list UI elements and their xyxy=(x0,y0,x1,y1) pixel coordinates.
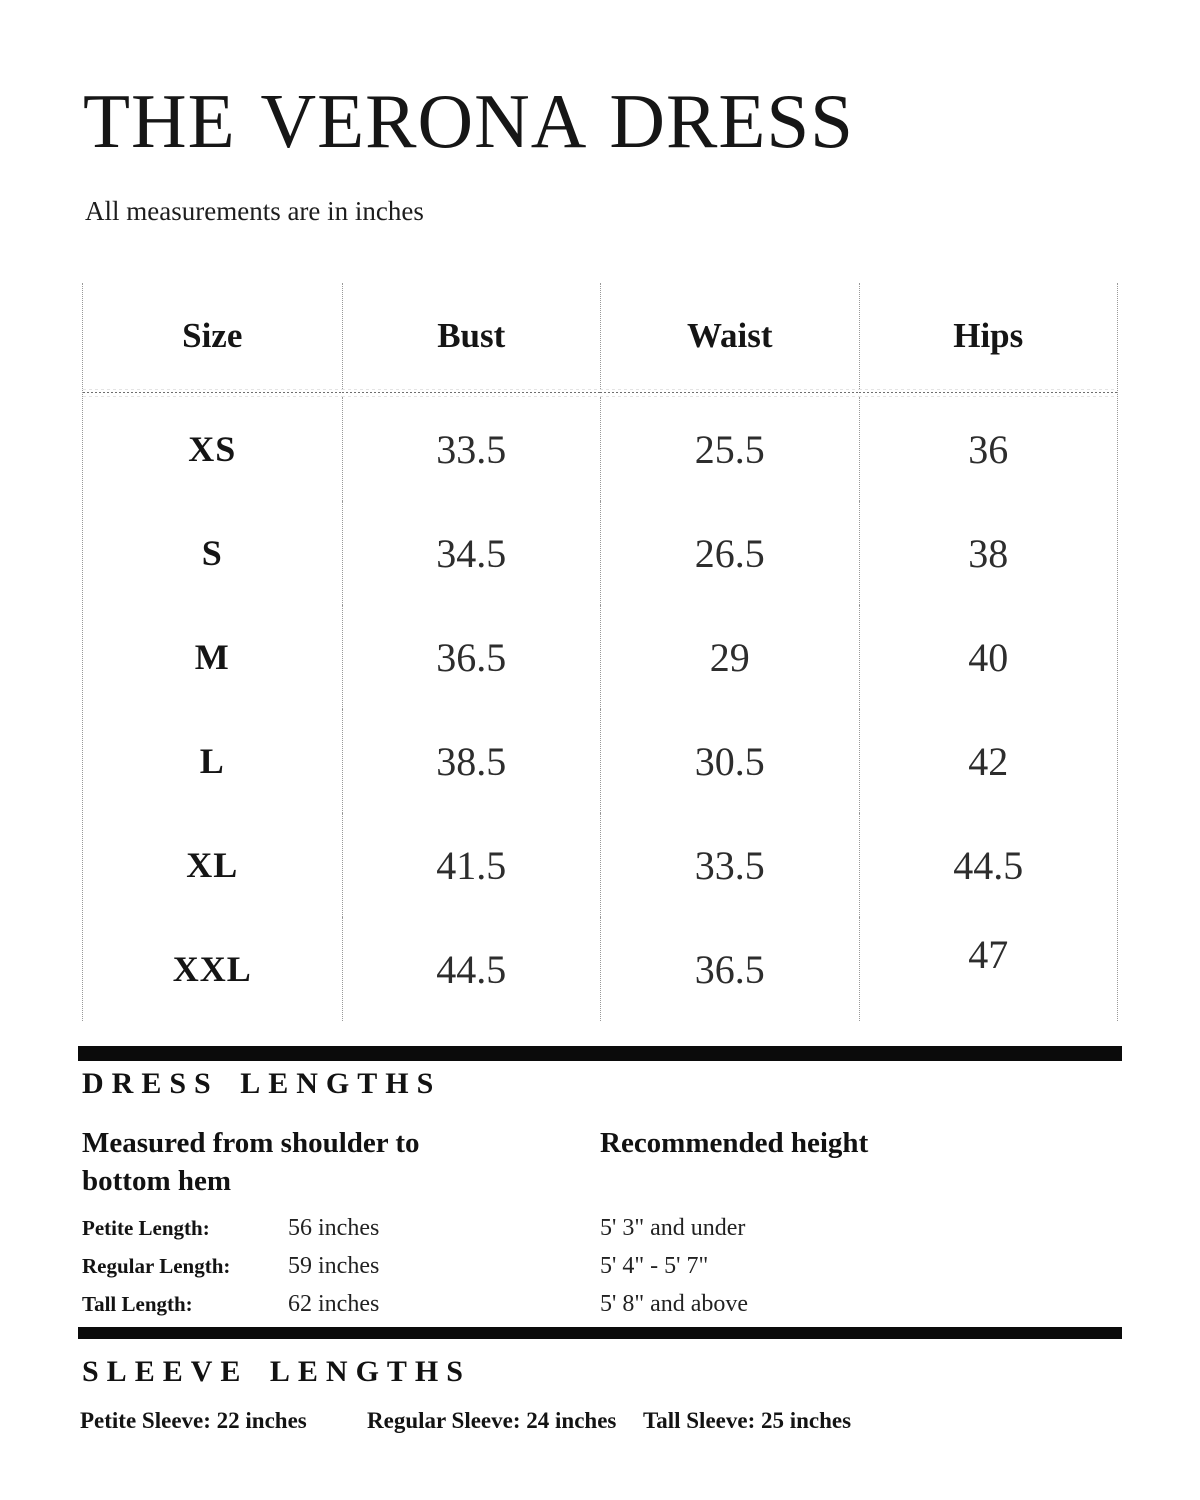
size-table-value-cell xyxy=(600,605,859,709)
size-table-value-cell xyxy=(859,501,1118,605)
size-table-value-cell xyxy=(600,501,859,605)
size-table-cell-text: XS xyxy=(188,429,237,469)
size-table-value-cell xyxy=(859,813,1118,917)
dress-length-height: 5' 4" - 5' 7" xyxy=(600,1252,709,1279)
dress-lengths-heading: DRESS LENGTHS xyxy=(82,1067,442,1100)
size-table-header-cell: Waist xyxy=(600,283,859,389)
size-table-value-cell xyxy=(600,397,859,501)
size-table-cell-text: 38.5 xyxy=(436,738,507,784)
size-table-cell-text: 41.5 xyxy=(436,842,507,888)
size-table-size-cell xyxy=(83,917,342,1021)
size-table-value-cell xyxy=(342,917,601,1021)
sleeve-length-item: Petite Sleeve: 22 inches xyxy=(80,1408,307,1433)
dress-length-label: Regular Length: xyxy=(82,1253,231,1278)
size-table-size-cell xyxy=(83,501,342,605)
size-table-cell-text: XXL xyxy=(172,949,252,989)
size-table-value-cell xyxy=(342,501,601,605)
dress-lengths-right-subheading: Recommended height xyxy=(600,1127,869,1159)
size-table-cell-text: 36.5 xyxy=(436,634,507,680)
size-table-header-divider xyxy=(83,389,342,397)
size-table-cell-text: 36 xyxy=(968,426,1009,472)
size-chart-table xyxy=(82,283,1118,1021)
size-table-value-cell xyxy=(342,813,601,917)
size-table-size-cell xyxy=(83,397,342,501)
size-table-header-divider xyxy=(600,389,859,397)
dress-length-height: 5' 3" and under xyxy=(600,1214,746,1241)
size-table-cell-text: 25.5 xyxy=(694,426,765,472)
size-table-cell-text: 40 xyxy=(968,634,1009,680)
dress-length-value: 56 inches xyxy=(288,1214,380,1241)
size-table-cell-text: 34.5 xyxy=(436,530,507,576)
page-subtitle: All measurements are in inches xyxy=(85,196,424,226)
size-table-cell-text: 29 xyxy=(709,634,750,680)
dress-length-value: 62 inches xyxy=(288,1290,380,1317)
size-table-cell-text: 44.5 xyxy=(436,946,507,992)
size-table-cell-text: S xyxy=(201,533,223,573)
section-divider-bar xyxy=(78,1046,1122,1061)
size-table-size-cell xyxy=(83,605,342,709)
size-table-cell-text: 47 xyxy=(968,931,1009,977)
size-table-header-cell: Hips xyxy=(859,283,1118,389)
size-table-header-divider xyxy=(342,389,601,397)
size-table-cell-text: L xyxy=(199,741,225,781)
size-table-value-cell xyxy=(859,709,1118,813)
size-table-size-cell xyxy=(83,813,342,917)
size-table-cell-text: 36.5 xyxy=(694,946,765,992)
sleeve-length-item: Tall Sleeve: 25 inches xyxy=(643,1408,852,1433)
size-table-value-cell xyxy=(600,813,859,917)
size-table-value-cell xyxy=(342,397,601,501)
size-table-size-cell xyxy=(83,709,342,813)
size-table-cell-text: M xyxy=(194,637,230,677)
dress-lengths-list xyxy=(82,1209,1116,1323)
dress-length-height: 5' 8" and above xyxy=(600,1290,749,1317)
size-table-value-cell xyxy=(600,709,859,813)
size-table-value-cell xyxy=(859,605,1118,709)
size-table-cell-text: 26.5 xyxy=(694,530,765,576)
section-divider-bar xyxy=(78,1327,1122,1339)
size-table-value-cell xyxy=(342,709,601,813)
size-table-cell-text: 42 xyxy=(968,738,1009,784)
dress-length-label: Tall Length: xyxy=(82,1291,193,1316)
size-table-value-cell xyxy=(859,917,1118,1021)
size-table-cell-text: 33.5 xyxy=(436,426,507,472)
size-table-value-cell xyxy=(342,605,601,709)
dress-lengths-left-subheading: Measured from shoulder to bottom hem xyxy=(82,1127,420,1197)
sleeve-length-item: Regular Sleeve: 24 inches xyxy=(367,1408,617,1433)
sleeve-lengths-list xyxy=(0,1408,1200,1444)
size-table-cell-text: 38 xyxy=(968,530,1009,576)
size-table-cell-text: 44.5 xyxy=(953,842,1024,888)
dress-length-label: Petite Length: xyxy=(82,1215,210,1240)
dress-length-value: 59 inches xyxy=(288,1252,380,1279)
size-table-header-cell: Bust xyxy=(342,283,601,389)
size-table-value-cell xyxy=(859,397,1118,501)
size-table-cell-text: 33.5 xyxy=(694,842,765,888)
size-table-value-cell xyxy=(600,917,859,1021)
size-table-header-divider xyxy=(859,389,1118,397)
size-table-cell-text: XL xyxy=(186,845,239,885)
size-table-cell-text: 30.5 xyxy=(694,738,765,784)
size-table-header-cell: Size xyxy=(182,316,243,355)
page-title: THE VERONA DRESS xyxy=(83,78,855,164)
sleeve-lengths-heading: SLEEVE LENGTHS xyxy=(82,1355,471,1388)
